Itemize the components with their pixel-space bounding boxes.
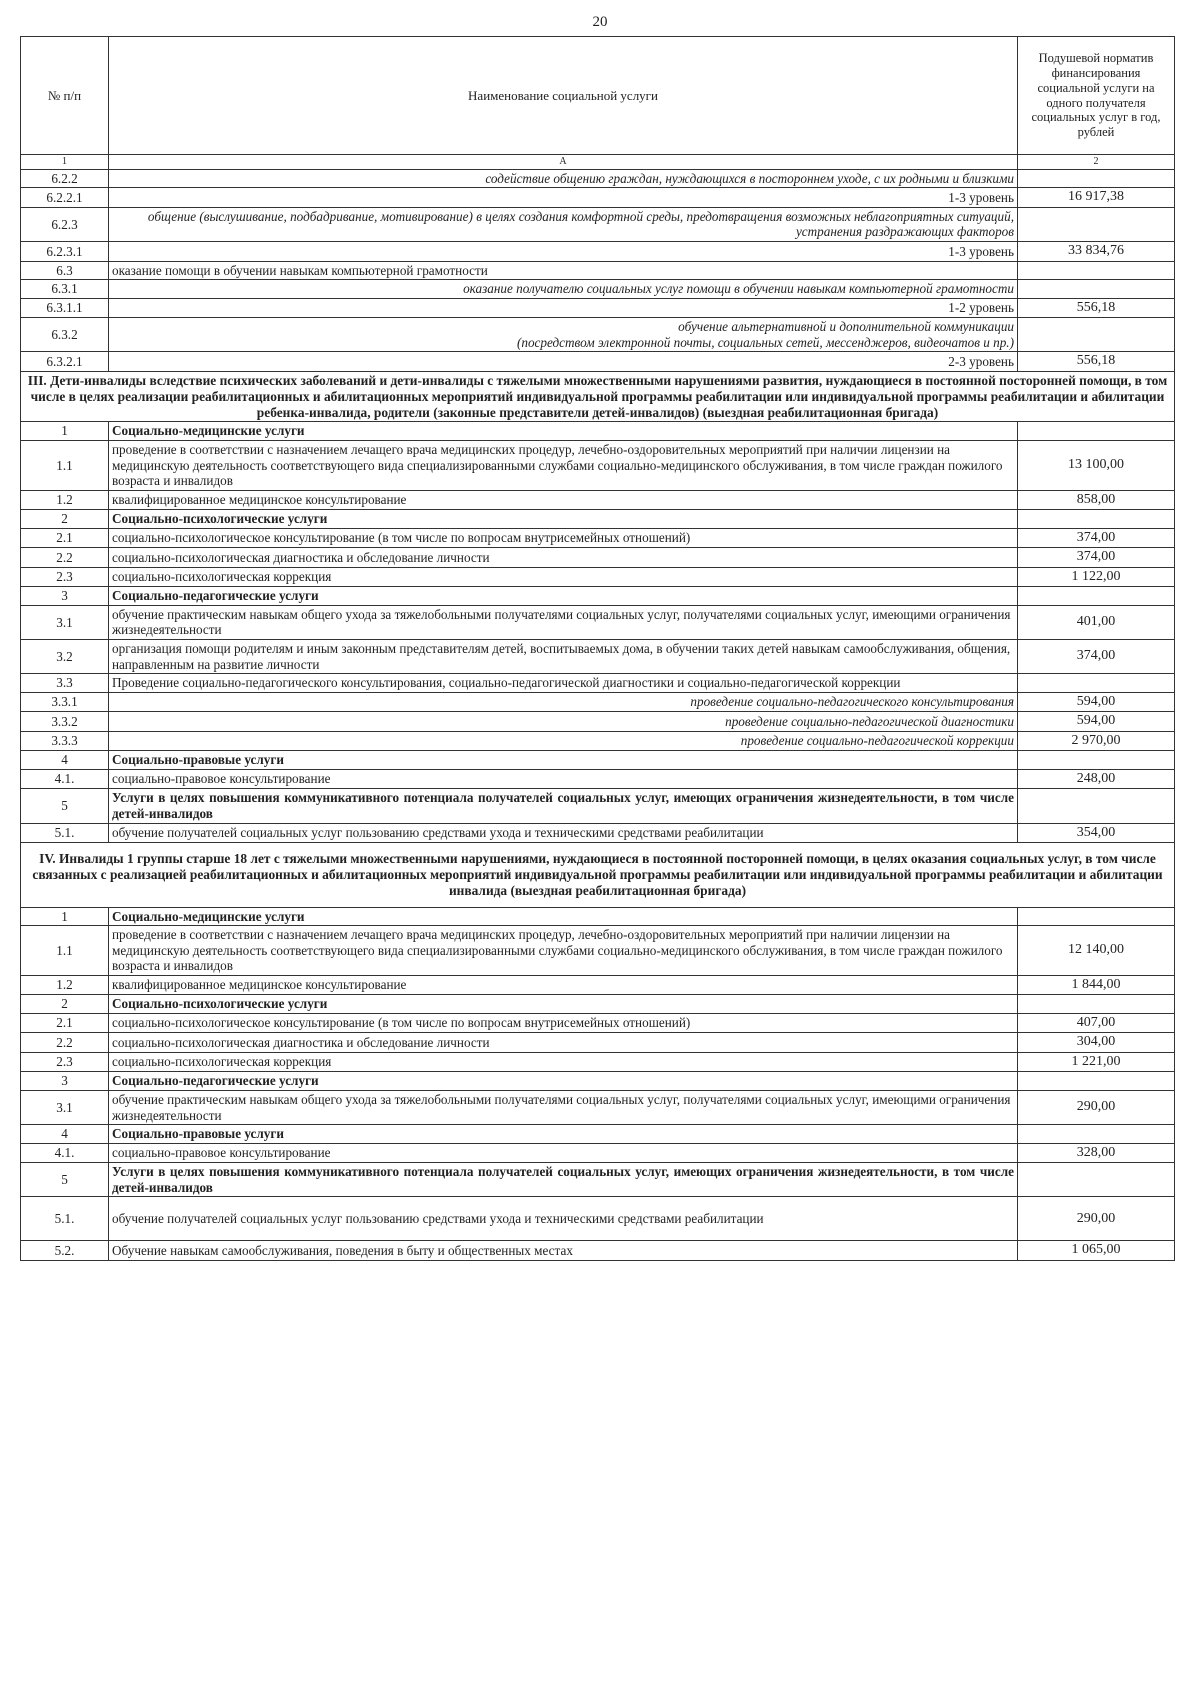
- row-number: 5: [21, 1163, 109, 1197]
- table-row: [21, 907, 1175, 926]
- row-value: [1018, 674, 1175, 693]
- row-name-line1: обучение альтернативной и дополнительной коммуникации: [678, 319, 1014, 335]
- row-number: 5: [21, 789, 109, 823]
- table-row: [21, 1241, 1175, 1261]
- row-number: 1.1: [21, 440, 109, 490]
- row-name: Социально-правовые услуги: [109, 1125, 1018, 1144]
- row-name: проведение в соответствии с назначением лечащего врача медицинских процедур, лечебно-оздоровительных мероприятий при наличии лицензии на медицинскую деятельность соответствующего вида специализированными службами социально-медицинского обслуживания, в том числе граждан пожилого возраста и инвалидов: [109, 440, 1018, 490]
- row-number: 3: [21, 1072, 109, 1091]
- row-name: обучение практическим навыкам общего ухода за тяжелобольными получателями социальных услуг, получателями социальных услуг, имеющими ограничения жизнедеятельности: [109, 605, 1018, 639]
- header-index-1: 1: [21, 155, 109, 170]
- row-value: 12 140,00: [1018, 926, 1175, 976]
- row-name: Социально-педагогические услуги: [109, 1072, 1018, 1091]
- table-row: [21, 640, 1175, 674]
- row-number: 3.1: [21, 1091, 109, 1125]
- row-value: [1018, 1072, 1175, 1091]
- row-value: [1018, 1163, 1175, 1197]
- row-number: 3.1: [21, 605, 109, 639]
- table-row: [21, 926, 1175, 976]
- row-number: 6.2.3.1: [21, 242, 109, 262]
- row-value: 594,00: [1018, 692, 1175, 712]
- row-number: 5.2.: [21, 1241, 109, 1261]
- header-num: № п/п: [21, 37, 109, 155]
- row-name: обучение получателей социальных услуг пользованию средствами ухода и техническими средствами реабилитации: [109, 1197, 1018, 1241]
- row-value: [1018, 510, 1175, 529]
- section-4-title: IV. Инвалиды 1 группы старше 18 лет с тяжелыми множественными нарушениями, нуждающиеся в постоянной посторонней помощи, в целях оказания социальных услуг, в том числе связанных с реализацией реабилитационных и абилитационных мероприятий индивидуальной программы реабилитации или индивидуальной программы реабилитации и абилитации инвалида (выездная реабилитационная бригада): [21, 843, 1175, 907]
- row-value: 1 844,00: [1018, 975, 1175, 995]
- row-number: 2.3: [21, 1052, 109, 1072]
- row-number: 1: [21, 422, 109, 441]
- row-name: Услуги в целях повышения коммуникативного потенциала получателей социальных услуг, имеющих ограничения жизнедеятельности, в том числе детей-инвалидов: [109, 789, 1018, 823]
- table-row: [21, 280, 1175, 299]
- row-name: квалифицированное медицинское консультирование: [109, 490, 1018, 510]
- row-value: 290,00: [1018, 1197, 1175, 1241]
- table-row: [21, 528, 1175, 548]
- row-number: 2.1: [21, 528, 109, 548]
- row-value: 374,00: [1018, 528, 1175, 548]
- row-name: социально-психологическое консультирование (в том числе по вопросам внутрисемейных отношений): [109, 1013, 1018, 1033]
- row-name: социально-психологическая коррекция: [109, 1052, 1018, 1072]
- row-value: 290,00: [1018, 1091, 1175, 1125]
- row-number: 6.2.2: [21, 169, 109, 188]
- row-value: 304,00: [1018, 1033, 1175, 1053]
- table-row: [21, 975, 1175, 995]
- row-name: Социально-педагогические услуги: [109, 587, 1018, 606]
- row-number: 3.3.2: [21, 712, 109, 732]
- row-number: 2.3: [21, 567, 109, 587]
- table-row: [21, 318, 1175, 352]
- table-row: [21, 422, 1175, 441]
- header-index-a: А: [109, 155, 1018, 170]
- row-value: 248,00: [1018, 769, 1175, 789]
- row-name: общение (выслушивание, подбадривание, мотивирование) в целях создания комфортной среды, предотвращения возможных неблагоприятных ситуаций, устранения раздражающих факторов: [109, 207, 1018, 241]
- row-name: оказание помощи в обучении навыкам компьютерной грамотности: [109, 261, 1018, 280]
- row-number: 4.1.: [21, 769, 109, 789]
- row-number: 4.1.: [21, 1143, 109, 1163]
- row-name: социально-психологическая диагностика и обследование личности: [109, 1033, 1018, 1053]
- table-row: [21, 510, 1175, 529]
- row-number: 1.1: [21, 926, 109, 976]
- table-row: [21, 298, 1175, 318]
- table-row: [21, 769, 1175, 789]
- row-number: 6.3: [21, 261, 109, 280]
- row-name: 1-2 уровень: [109, 298, 1018, 318]
- row-name: Социально-медицинские услуги: [109, 907, 1018, 926]
- row-name: социально-психологическая диагностика и обследование личности: [109, 548, 1018, 568]
- row-name: квалифицированное медицинское консультирование: [109, 975, 1018, 995]
- table-row: [21, 1163, 1175, 1197]
- row-number: 6.3.2.1: [21, 352, 109, 372]
- table-row: [21, 789, 1175, 823]
- row-value: [1018, 169, 1175, 188]
- row-value: [1018, 318, 1175, 352]
- table-row: [21, 712, 1175, 732]
- row-name: Социально-психологические услуги: [109, 510, 1018, 529]
- row-name: Социально-правовые услуги: [109, 751, 1018, 770]
- row-number: 4: [21, 751, 109, 770]
- services-table: [20, 36, 1175, 1261]
- row-value: 1 065,00: [1018, 1241, 1175, 1261]
- row-number: 2.1: [21, 1013, 109, 1033]
- row-name: проведение социально-педагогического консультирования: [109, 692, 1018, 712]
- table-row: [21, 1143, 1175, 1163]
- row-name: 2-3 уровень: [109, 352, 1018, 372]
- row-number: 2: [21, 995, 109, 1014]
- table-row: [21, 1091, 1175, 1125]
- header-index-row: [21, 155, 1175, 170]
- row-name: социально-психологическая коррекция: [109, 567, 1018, 587]
- row-name: проведение в соответствии с назначением лечащего врача медицинских процедур, лечебно-оздоровительных мероприятий при наличии лицензии на медицинскую деятельность соответствующего вида специализированными службами социально-медицинского обслуживания, в том числе граждан пожилого возраста и инвалидов: [109, 926, 1018, 976]
- row-value: 354,00: [1018, 823, 1175, 843]
- row-value: 2 970,00: [1018, 731, 1175, 751]
- row-name: 1-3 уровень: [109, 188, 1018, 208]
- row-value: [1018, 280, 1175, 299]
- row-value: [1018, 587, 1175, 606]
- row-value: 16 917,38: [1018, 188, 1175, 208]
- row-value: 374,00: [1018, 548, 1175, 568]
- row-value: [1018, 751, 1175, 770]
- table-row: [21, 674, 1175, 693]
- row-number: 1.2: [21, 490, 109, 510]
- row-value: 328,00: [1018, 1143, 1175, 1163]
- row-name: [109, 318, 1018, 352]
- row-number: 6.3.1: [21, 280, 109, 299]
- table-row: [21, 587, 1175, 606]
- row-name: Социально-медицинские услуги: [109, 422, 1018, 441]
- table-row: [21, 352, 1175, 372]
- row-number: 2: [21, 510, 109, 529]
- row-number: 5.1.: [21, 1197, 109, 1241]
- row-number: 6.2.3: [21, 207, 109, 241]
- row-number: 1: [21, 907, 109, 926]
- table-row: [21, 751, 1175, 770]
- table-row: [21, 567, 1175, 587]
- row-number: 3.3: [21, 674, 109, 693]
- row-name: 1-3 уровень: [109, 242, 1018, 262]
- row-name: обучение практическим навыкам общего ухода за тяжелобольными получателями социальных услуг, получателями социальных услуг, имеющими ограничения жизнедеятельности: [109, 1091, 1018, 1125]
- row-value: 407,00: [1018, 1013, 1175, 1033]
- row-name: содействие общению граждан, нуждающихся в постороннем уходе, с их родными и близкими: [109, 169, 1018, 188]
- row-value: [1018, 422, 1175, 441]
- table-row: [21, 1072, 1175, 1091]
- row-value: [1018, 1125, 1175, 1144]
- row-value: [1018, 789, 1175, 823]
- table-row: [21, 169, 1175, 188]
- row-name: социально-правовое консультирование: [109, 1143, 1018, 1163]
- table-row: [21, 823, 1175, 843]
- row-value: 33 834,76: [1018, 242, 1175, 262]
- row-value: 858,00: [1018, 490, 1175, 510]
- row-value: 13 100,00: [1018, 440, 1175, 490]
- table-row: [21, 1013, 1175, 1033]
- row-number: 6.3.1.1: [21, 298, 109, 318]
- row-name: оказание получателю социальных услуг помощи в обучении навыкам компьютерной грамотности: [109, 280, 1018, 299]
- section-title-row: [21, 371, 1175, 421]
- page-number: 20: [592, 14, 608, 30]
- row-number: 1.2: [21, 975, 109, 995]
- table-row: [21, 207, 1175, 241]
- row-name: социально-правовое консультирование: [109, 769, 1018, 789]
- row-name: Проведение социально-педагогического консультирования, социально-педагогической диагностики и социально-педагогической коррекции: [109, 674, 1018, 693]
- row-name: проведение социально-педагогической коррекции: [109, 731, 1018, 751]
- header-norm: Подушевой норматив финансирования социальной услуги на одного получателя социальных услуг в год, рублей: [1018, 37, 1175, 155]
- row-name-line2: (посредством электронной почты, социальных сетей, мессенджеров, видеочатов и пр.): [516, 334, 1014, 350]
- table-row: [21, 490, 1175, 510]
- row-number: 3.2: [21, 640, 109, 674]
- row-number: 3.3.1: [21, 692, 109, 712]
- table-row: [21, 692, 1175, 712]
- row-name: проведение социально-педагогической диагностики: [109, 712, 1018, 732]
- table-row: [21, 995, 1175, 1014]
- row-name: организация помощи родителям и иным законным представителям детей, воспитываемых дома, в обучении таких детей навыкам самообслуживания, общения, направленным на развитие личности: [109, 640, 1018, 674]
- row-value: [1018, 207, 1175, 241]
- row-value: 556,18: [1018, 352, 1175, 372]
- row-value: 1 122,00: [1018, 567, 1175, 587]
- header-index-2: 2: [1018, 155, 1175, 170]
- table-row: [21, 731, 1175, 751]
- row-number: 5.1.: [21, 823, 109, 843]
- table-row: [21, 261, 1175, 280]
- row-number: 6.2.2.1: [21, 188, 109, 208]
- section-title-row: [21, 843, 1175, 907]
- row-number: 6.3.2: [21, 318, 109, 352]
- row-value: 594,00: [1018, 712, 1175, 732]
- row-name: Социально-психологические услуги: [109, 995, 1018, 1014]
- row-number: 4: [21, 1125, 109, 1144]
- table-row: [21, 188, 1175, 208]
- section-3-title: III. Дети-инвалиды вследствие психических заболеваний и дети-инвалиды с тяжелыми множественными нарушениями развития, нуждающиеся в постоянной посторонней помощи, в том числе в целях реализации реабилитационных и абилитационных мероприятий индивидуальной программы реабилитации или индивидуальной программы реабилитации и абилитации ребенка-инвалида, родители (законные представители детей-инвалидов) (выездная реабилитационная бригада): [21, 371, 1175, 421]
- table-row: [21, 1197, 1175, 1241]
- table-row: [21, 1033, 1175, 1053]
- row-value: 1 221,00: [1018, 1052, 1175, 1072]
- header-row: [21, 37, 1175, 155]
- table-row: [21, 548, 1175, 568]
- row-value: [1018, 261, 1175, 280]
- table-row: [21, 1052, 1175, 1072]
- row-value: [1018, 995, 1175, 1014]
- row-value: 556,18: [1018, 298, 1175, 318]
- table-row: [21, 1125, 1175, 1144]
- row-number: 3: [21, 587, 109, 606]
- header-name: Наименование социальной услуги: [109, 37, 1018, 155]
- row-name: Услуги в целях повышения коммуникативного потенциала получателей социальных услуг, имеющих ограничения жизнедеятельности, в том числе детей-инвалидов: [109, 1163, 1018, 1197]
- table-row: [21, 242, 1175, 262]
- row-number: 3.3.3: [21, 731, 109, 751]
- table-row: [21, 605, 1175, 639]
- row-name: социально-психологическое консультирование (в том числе по вопросам внутрисемейных отношений): [109, 528, 1018, 548]
- row-name: обучение получателей социальных услуг пользованию средствами ухода и техническими средствами реабилитации: [109, 823, 1018, 843]
- row-value: 374,00: [1018, 640, 1175, 674]
- row-number: 2.2: [21, 548, 109, 568]
- row-value: 401,00: [1018, 605, 1175, 639]
- table-row: [21, 440, 1175, 490]
- row-number: 2.2: [21, 1033, 109, 1053]
- row-value: [1018, 907, 1175, 926]
- row-name: Обучение навыкам самообслуживания, поведения в быту и общественных местах: [109, 1241, 1018, 1261]
